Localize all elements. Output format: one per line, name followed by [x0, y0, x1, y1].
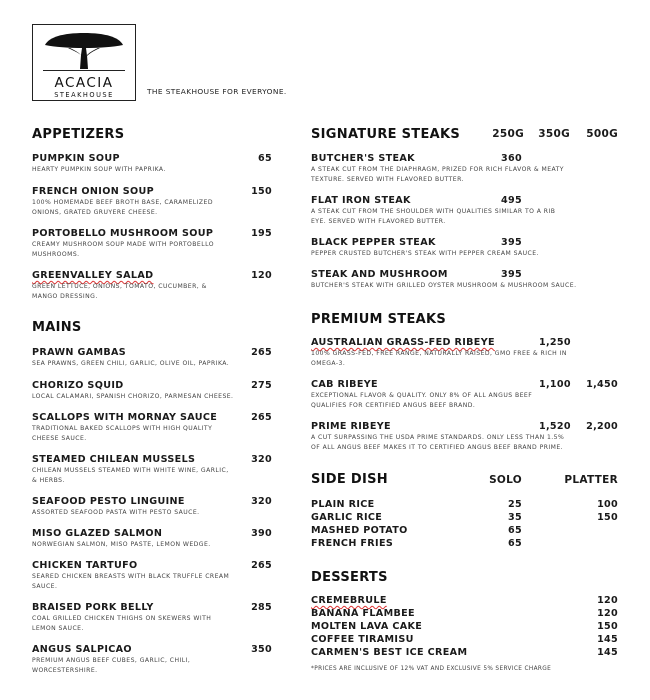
- item-price-platter: 150: [597, 512, 618, 523]
- item-name: CAB RIBEYE: [311, 379, 378, 390]
- acacia-logo: [32, 24, 136, 101]
- column-header-platter: PLATTER: [564, 474, 618, 486]
- brand-subtitle: STEAKHOUSE: [54, 91, 114, 99]
- item-name: SCALLOPS WITH MORNAY SAUCE: [32, 412, 218, 423]
- item-description: NORWEGIAN SALMON, MISO PASTE, LEMON WEDGE.: [32, 541, 211, 548]
- item-price: 265: [251, 560, 272, 571]
- brand-name: ACACIA: [54, 75, 114, 91]
- item-price: 150: [597, 621, 618, 632]
- menu-item: [32, 644, 272, 676]
- item-price-solo: 65: [508, 538, 522, 549]
- item-price-350g: 1,250: [539, 337, 571, 348]
- item-price-platter: 100: [597, 499, 618, 510]
- item-price: 360: [501, 153, 522, 164]
- item-name: FRENCH FRIES: [311, 538, 394, 549]
- side-dish-row: [311, 499, 621, 512]
- section-title-premium-steaks: PREMIUM STEAKS: [311, 312, 447, 327]
- item-name: BRAISED PORK BELLY: [32, 602, 154, 613]
- menu-item: [32, 496, 272, 518]
- item-description: 100% GRASS-FED, FREE RANGE, NATURALLY RAISED, GMO FREE & RICH IN: [311, 350, 567, 357]
- item-description: MANGO DRESSING.: [32, 293, 98, 300]
- item-description: EXCEPTIONAL FLAVOR & QUALITY. ONLY 8% OF ALL ANGUS BEEF: [311, 392, 533, 399]
- item-name: CARMEN'S BEST ICE CREAM: [311, 647, 468, 658]
- item-description: SEARED CHICKEN BREASTS WITH BLACK TRUFFLE CREAM: [32, 573, 230, 580]
- item-price: 145: [597, 634, 618, 645]
- item-price-500g: 2,200: [586, 421, 618, 432]
- menu-item: [311, 195, 621, 227]
- item-price: 390: [251, 528, 272, 539]
- item-name: BANANA FLAMBEE: [311, 608, 415, 619]
- dessert-row: [311, 608, 621, 621]
- menu-item: [311, 379, 621, 411]
- item-description: HEARTY PUMPKIN SOUP WITH PAPRIKA.: [32, 166, 166, 173]
- menu-item: [32, 602, 272, 634]
- item-price: 120: [251, 270, 272, 281]
- menu-item: [32, 270, 272, 302]
- item-name: BLACK PEPPER STEAK: [311, 237, 436, 248]
- item-name: MISO GLAZED SALMON: [32, 528, 163, 539]
- item-description: OF ALL ANGUS BEEF MAKES IT TO CERTIFIED ANGUS BEEF BRAND PRIME.: [311, 444, 564, 451]
- column-header-500g: 500G: [586, 128, 618, 140]
- item-price-350g: 1,520: [539, 421, 571, 432]
- item-price: 65: [258, 153, 272, 164]
- menu-item: [32, 186, 272, 218]
- item-price-350g: 1,100: [539, 379, 571, 390]
- item-description: WORCESTERSHIRE.: [32, 667, 98, 674]
- menu-item: [32, 454, 272, 486]
- menu-item: [311, 269, 621, 291]
- item-name-text: PRAWN GAMBAS: [32, 347, 127, 358]
- menu-item: [32, 347, 272, 369]
- item-price: 120: [597, 595, 618, 606]
- item-description: & HERBS.: [32, 477, 65, 484]
- menu-item: [32, 153, 272, 175]
- item-price: 395: [501, 269, 522, 280]
- menu-item: [311, 421, 621, 453]
- item-description: COAL GRILLED CHICKEN THIGHS ON SKEWERS WITH: [32, 615, 212, 622]
- item-description: A STEAK CUT FROM THE DIAPHRAGM, PRIZED FOR RICH FLAVOR & MEATY: [311, 166, 564, 173]
- item-name: PORTOBELLO MUSHROOM SOUP: [32, 228, 214, 239]
- item-description: BUTCHER'S STEAK WITH GRILLED OYSTER MUSHROOM & MUSHROOM SAUCE.: [311, 282, 577, 289]
- item-name: SEAFOOD PESTO LINGUINE: [32, 496, 185, 507]
- acacia-tree-icon: [43, 31, 125, 69]
- item-price: 320: [251, 454, 272, 465]
- item-price: 350: [251, 644, 272, 655]
- item-name: MOLTEN LAVA CAKE: [311, 621, 423, 632]
- item-name: GARLIC RICE: [311, 512, 383, 523]
- column-header-solo: SOLO: [489, 474, 522, 486]
- item-price: 120: [597, 608, 618, 619]
- item-price: 275: [251, 380, 272, 391]
- item-name: PUMPKIN SOUP: [32, 153, 120, 164]
- item-price-solo: 25: [508, 499, 522, 510]
- dessert-row: [311, 634, 621, 647]
- item-name: FLAT IRON STEAK: [311, 195, 411, 206]
- item-description: CHILEAN MUSSELS STEAMED WITH WHITE WINE, GARLIC,: [32, 467, 229, 474]
- side-dish-row: [311, 512, 621, 525]
- logo-divider: [43, 70, 125, 71]
- item-price: 145: [597, 647, 618, 658]
- item-description: QUALIFIES FOR CERTIFIED ANGUS BEEF BRAND.: [311, 402, 476, 409]
- item-name: AUSTRALIAN GRASS-FED RIBEYE: [311, 337, 495, 348]
- item-description: SAUCE.: [32, 583, 58, 590]
- item-name: GREENVALLEY SALAD: [32, 270, 154, 281]
- item-name: BUTCHER'S STEAK: [311, 153, 415, 164]
- section-title-side-dish: SIDE DISH: [311, 472, 388, 487]
- item-name: STEAK AND MUSHROOM: [311, 269, 448, 280]
- item-price: 320: [251, 496, 272, 507]
- item-description: 100% HOMEMADE BEEF BROTH BASE, CARAMELIZED: [32, 199, 213, 206]
- dessert-row: [311, 621, 621, 634]
- item-description: ONIONS, GRATED GRUYERE CHEESE.: [32, 209, 158, 216]
- item-description: TEXTURE. SERVED WITH FLAVORED BUTTER.: [311, 176, 464, 183]
- menu-item: [32, 528, 272, 550]
- item-name: CHICKEN TARTUFO: [32, 560, 138, 571]
- item-price-solo: 65: [508, 525, 522, 536]
- menu-item: [32, 560, 272, 592]
- menu-item: [32, 412, 272, 444]
- item-name: FRENCH ONION SOUP: [32, 186, 155, 197]
- item-description: CREAMY MUSHROOM SOUP MADE WITH PORTOBELLO: [32, 241, 214, 248]
- item-name: CHORIZO SQUID: [32, 380, 124, 391]
- column-header-350g: 350G: [538, 128, 570, 140]
- tagline: THE STEAKHOUSE FOR EVERYONE.: [147, 87, 287, 96]
- column-header-250g: 250G: [492, 128, 524, 140]
- item-description: PREMIUM ANGUS BEEF CUBES, GARLIC, CHILI,: [32, 657, 191, 664]
- item-description: OMEGA-3.: [311, 360, 346, 367]
- item-price: 195: [251, 228, 272, 239]
- item-name: PRIME RIBEYE: [311, 421, 391, 432]
- section-title-desserts: DESSERTS: [311, 570, 388, 585]
- item-description: A STEAK CUT FROM THE SHOULDER WITH QUALITIES SIMILAR TO A RIB: [311, 208, 556, 215]
- item-description: TRADITIONAL BAKED SCALLOPS WITH HIGH QUALITY: [32, 425, 213, 432]
- item-name: [32, 347, 272, 358]
- item-price-500g: 1,450: [586, 379, 618, 390]
- dessert-row: [311, 595, 621, 608]
- item-name: STEAMED CHILEAN MUSSELS: [32, 454, 196, 465]
- item-price: 285: [251, 602, 272, 613]
- item-description: PEPPER CRUSTED BUTCHER'S STEAK WITH PEPPER CREAM SAUCE.: [311, 250, 539, 257]
- section-title-signature-steaks: SIGNATURE STEAKS: [311, 127, 461, 142]
- item-price-solo: 35: [508, 512, 522, 523]
- item-name: MASHED POTATO: [311, 525, 408, 536]
- item-description: A CUT SURPASSING THE USDA PRIME STANDARDS. ONLY LESS THAN 1.5%: [311, 434, 565, 441]
- menu-item: [311, 153, 621, 185]
- menu-item: [311, 237, 621, 259]
- dessert-row: [311, 647, 621, 660]
- item-description: GREEN LETTUCE, ONIONS, TOMATO, CUCUMBER, &: [32, 283, 207, 290]
- item-price: 150: [251, 186, 272, 197]
- section-title-appetizers: APPETIZERS: [32, 127, 125, 142]
- price-footnote: *PRICES ARE INCLUSIVE OF 12% VAT AND EXCLUSIVE 5% SERVICE CHARGE: [311, 666, 552, 672]
- item-price: 495: [501, 195, 522, 206]
- item-price: 395: [501, 237, 522, 248]
- side-dish-row: [311, 525, 621, 538]
- item-name: CREMEBRULE: [311, 595, 387, 606]
- item-description: CHEESE SAUCE.: [32, 435, 87, 442]
- menu-item: [32, 228, 272, 260]
- section-title-mains: MAINS: [32, 320, 82, 335]
- item-price: 265: [251, 412, 272, 423]
- item-description: ASSORTED SEAFOOD PASTA WITH PESTO SAUCE.: [32, 509, 200, 516]
- side-dish-row: [311, 538, 621, 551]
- item-description: LOCAL CALAMARI, SPANISH CHORIZO, PARMESAN CHEESE.: [32, 393, 234, 400]
- item-description: EYE. SERVED WITH FLAVORED BUTTER.: [311, 218, 446, 225]
- item-name: ANGUS SALPICAO: [32, 644, 132, 655]
- item-description: SEA PRAWNS, GREEN CHILI, GARLIC, OLIVE OIL, PAPRIKA.: [32, 360, 230, 367]
- menu-item: [32, 380, 272, 402]
- menu-item: [311, 337, 621, 369]
- item-name: PLAIN RICE: [311, 499, 375, 510]
- item-name: COFFEE TIRAMISU: [311, 634, 414, 645]
- item-price: 265: [251, 347, 272, 358]
- item-description: LEMON SAUCE.: [32, 625, 84, 632]
- item-description: MUSHROOMS.: [32, 251, 80, 258]
